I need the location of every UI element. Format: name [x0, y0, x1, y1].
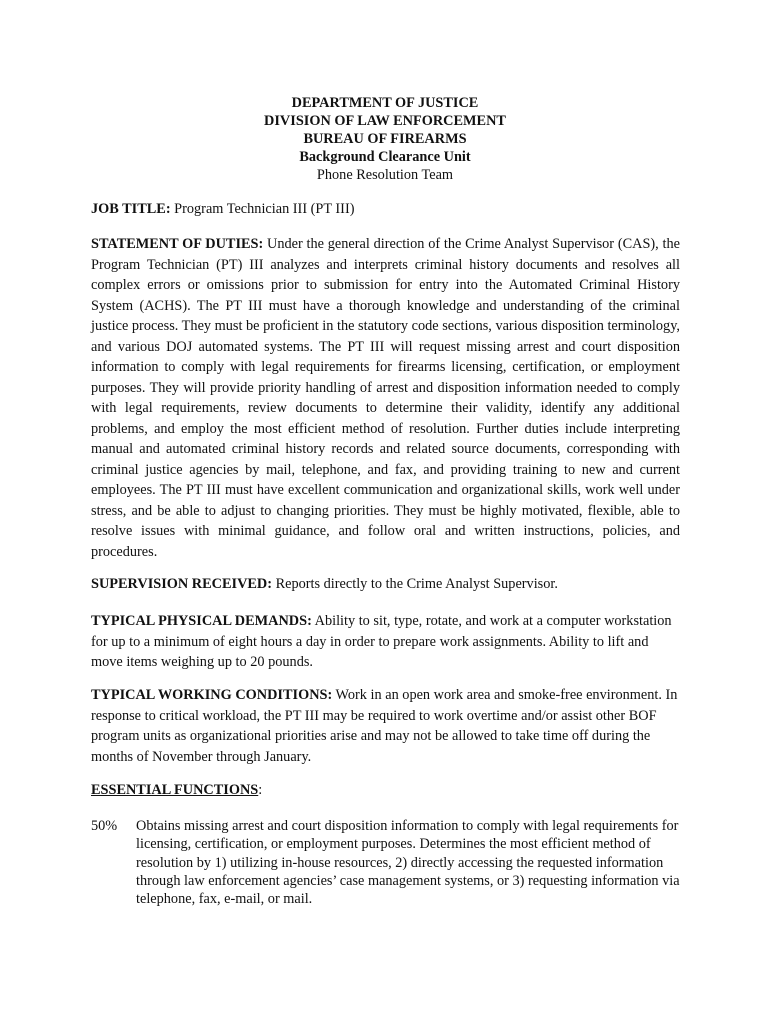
physical-demands-section	[91, 611, 680, 673]
function-text: Obtains missing arrest and court disposition information to comply with legal requirements for licensing, certification, or employment purposes. Determines the most efficient method of resolution by 1) utilizing in-house resources, 2) directly accessing the requested information through law enforcement agencies’ case management systems, or 3) requesting information via telephone, fax, e-mail, or mail.	[136, 818, 680, 908]
physical-text: Ability to sit, type, rotate, and work at a computer workstation for up to a minimum of eight hours a day in order to prepare work assignments. Ability to lift and move items weighing up to 20 pounds.	[91, 613, 672, 670]
header-division: DIVISION OF LAW ENFORCEMENT	[264, 113, 506, 129]
function-percent: 50%	[91, 818, 118, 834]
job-title-value: Program Technician III (PT III)	[170, 201, 355, 217]
essential-heading-colon: :	[258, 782, 263, 798]
header-bureau: BUREAU OF FIREARMS	[303, 131, 467, 147]
job-title-section	[91, 199, 680, 220]
conditions-text: Work in an open work area and smoke-free environment. In response to critical workload, the PT III may be required to work overtime and/or assist other BOF program units as organizational priorities arise and may not be allowed to take time off during the months of November through January.	[91, 687, 678, 765]
supervision-label: SUPERVISION RECEIVED:	[91, 576, 273, 592]
physical-label: TYPICAL PHYSICAL DEMANDS:	[91, 613, 312, 629]
statement-text: Under the general direction of the Crime Analyst Supervisor (CAS), the Program Technician (PT) III analyzes and interprets criminal history documents and resolves all complex errors or omissions prior to submission for entry into the Automated Criminal History System (ACHS). The PT III must have a thorough knowledge and understanding of the criminal justice process. They must be proficient in the statutory code sections, various disposition terminology, and various DOJ automated systems. The PT III will request missing arrest and court disposition information to comply with legal requirements for firearms licensing, certification, or employment purposes. They will provide priority handling of arrest and disposition information needed to comply with legal requirements, review documents to determine their validity, identify any additional problems, and employ the most efficient method of resolution. Further duties include interpreting manual and automated criminal history records and related source documents, corresponding with criminal justice agencies by mail, telephone, and fax, and providing training to new and current employees. The PT III must have excellent communication and organizational skills, work well under stress, and be able to adjust to changing priorities. They must be highly motivated, flexible, able to resolve issues with minimal guidance, and follow oral and written instructions, policies, and procedures.	[91, 236, 680, 560]
header-unit: Background Clearance Unit	[299, 149, 471, 165]
statement-of-duties-section	[91, 234, 680, 562]
conditions-label: TYPICAL WORKING CONDITIONS:	[91, 687, 333, 703]
working-conditions-section	[91, 685, 680, 767]
essential-heading-label: ESSENTIAL FUNCTIONS	[91, 782, 259, 798]
supervision-text: Reports directly to the Crime Analyst Supervisor.	[272, 576, 558, 592]
job-title-label: JOB TITLE:	[91, 201, 171, 217]
header-team: Phone Resolution Team	[316, 167, 454, 183]
document-header	[0, 94, 770, 184]
essential-functions-heading	[91, 780, 680, 801]
statement-label: STATEMENT OF DUTIES:	[91, 236, 264, 252]
supervision-section	[91, 574, 680, 595]
header-department: DEPARTMENT OF JUSTICE	[291, 95, 479, 111]
